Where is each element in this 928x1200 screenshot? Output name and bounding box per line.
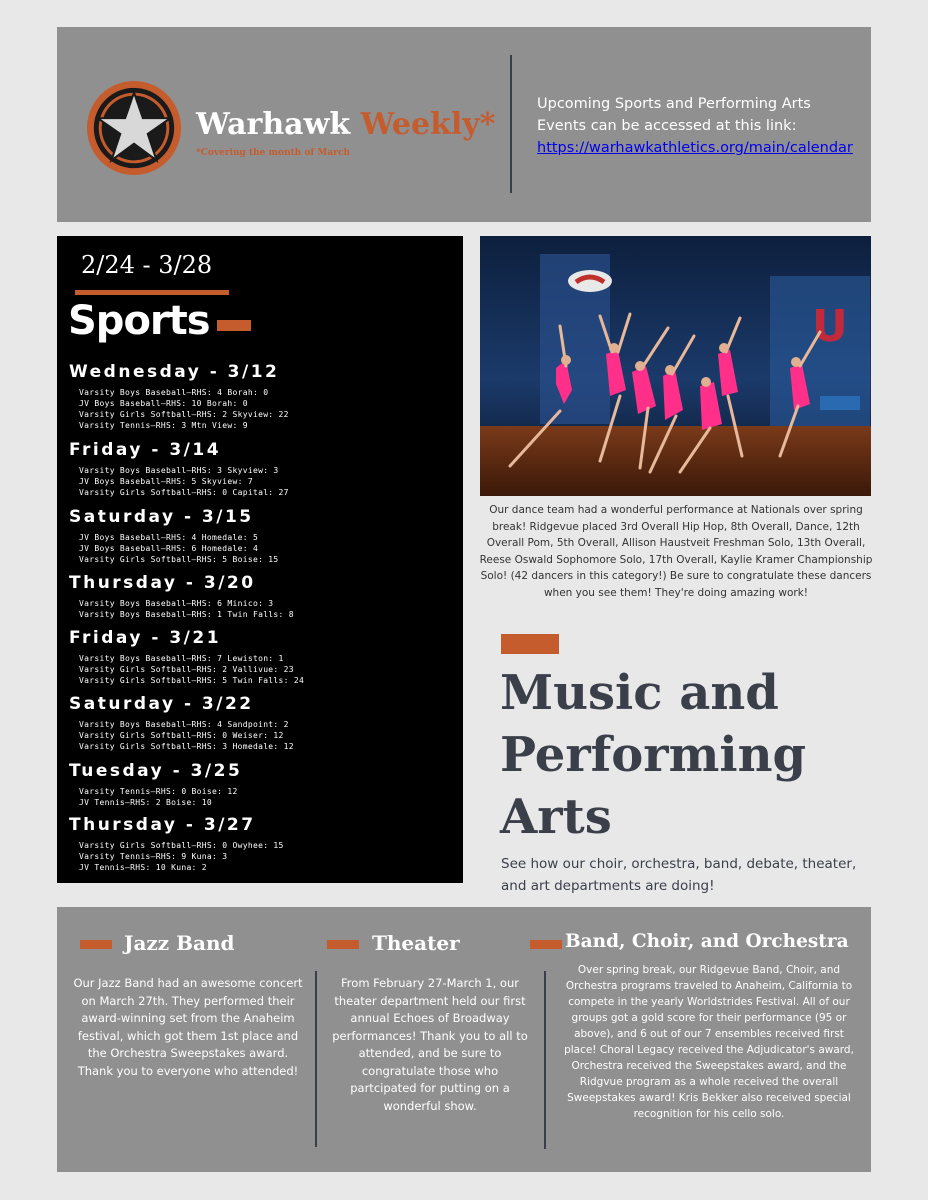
dance-scene-image [480,236,871,496]
game-result: Varsity Boys Baseball—RHS: 4 Sandpoint: 2 [79,720,289,729]
game-result: Varsity Girls Softball—RHS: 0 Owyhee: 15 [79,841,284,850]
game-result: Varsity Tennis—RHS: 9 Kuna: 3 [79,852,228,861]
game-result: JV Boys Baseball—RHS: 10 Borah: 0 [79,399,248,408]
brand-subtitle: *Covering the month of March [196,148,350,158]
game-result: Varsity Boys Baseball—RHS: 1 Twin Falls: 8 [79,610,294,619]
bco-title-accent [530,940,562,949]
day-block [69,627,459,686]
dance-team-photo [480,236,871,496]
game-result: Varsity Boys Baseball—RHS: 4 Borah: 0 [79,388,269,397]
game-result: Varsity Girls Softball—RHS: 2 Skyview: 22 [79,410,289,419]
music-subtitle: See how our choir, orchestra, band, debate, theater, and art departments are doing! [501,856,857,894]
sports-title-accent [217,320,251,331]
music-title-line: Arts [500,789,612,845]
jazz-band-text: Our Jazz Band had an awesome concert on March 27th. They performed their award-winning set from the Anaheim festival, which got them 1st place and the Orchestra Sweepstakes award. Thank you to everyone who attended! [73,976,303,1078]
jazz-band-title: Jazz Band [124,931,235,955]
column-divider [315,971,317,1147]
game-result: Varsity Girls Softball—RHS: 5 Boise: 15 [79,555,279,564]
band-choir-orchestra-title: Band, Choir, and Orchestra [565,931,849,952]
music-title-line: Performing [500,727,807,783]
game-result: Varsity Tennis—RHS: 3 Mtn View: 9 [79,421,248,430]
game-result: Varsity Girls Softball—RHS: 2 Vallivue: 23 [79,665,294,674]
game-result: Varsity Girls Softball—RHS: 5 Twin Falls: 24 [79,676,305,685]
game-result: JV Tennis—RHS: 10 Kuna: 2 [79,863,207,872]
day-title: Saturday - 3/15 [69,507,254,527]
game-result: Varsity Boys Baseball—RHS: 6 Minico: 3 [79,599,274,608]
game-result: Varsity Girls Softball—RHS: 0 Weiser: 12 [79,731,284,740]
column-divider [544,971,546,1149]
game-result: JV Boys Baseball—RHS: 6 Homedale: 4 [79,544,259,553]
events-line-1: Upcoming Sports and Performing Arts [537,96,811,112]
dance-caption: Our dance team had a wonderful performance at Nationals over spring break! Ridgevue placed 3rd Overall Hip Hop, 8th Overall, Dance, 12th Overall Pom, 5th Overall, Allison Haustveit Freshman Solo, 13th Overall, Reese Oswald Sophomore Solo, 17th Overall, Kaylie Kramer Championship Solo! (42 dancers in this category!) Be sure to congratulate these dancers when you see them! They're doing amazing work! [479,504,873,599]
events-info [537,93,857,159]
music-title-line: Music and [500,665,779,721]
game-result: JV Tennis—RHS: 2 Boise: 10 [79,798,213,807]
day-block [69,361,459,431]
day-block [69,760,459,808]
day-block [69,814,459,873]
date-range: 2/24 - 3/28 [81,251,213,279]
sports-title: Sports [68,298,210,344]
band-choir-orchestra-text: Over spring break, our Ridgevue Band, Choir, and Orchestra programs traveled to Anaheim, California to compete in the yearly Worldstrides Festival. All of our groups got a gold score for their performance (95 or above), and 6 out of our 7 ensembles received first place! Choral Legacy received the Adjudicator's award, Orchestra received the Sweepstakes award, and the Ridgvue program as a whole received the overall Sweepstakes award! Kris Bekker also received special recognition for his cello solo. [564,964,854,1120]
day-title: Wednesday - 3/12 [69,362,280,382]
day-title: Friday - 3/14 [69,440,222,460]
newsletter-header [57,27,871,222]
game-result: Varsity Tennis—RHS: 0 Boise: 12 [79,787,238,796]
day-title: Tuesday - 3/25 [69,761,243,781]
header-divider [510,55,512,193]
day-title: Thursday - 3/20 [69,573,256,593]
theater-title: Theater [372,931,460,955]
day-block [69,439,459,498]
game-result: JV Boys Baseball—RHS: 4 Homedale: 5 [79,533,259,542]
brand-accent: Weekly* [360,107,496,142]
day-block [69,693,459,752]
game-result: Varsity Girls Softball—RHS: 0 Capital: 27 [79,488,289,497]
theater-text: From February 27-March 1, our theater department held our first annual Echoes of Broadway performances! Thank you to all to attended, and be sure to congratulate those who partcipated for putting on a wonderful show. [332,976,528,1113]
star-emblem-icon [85,79,183,177]
game-result: Varsity Boys Baseball—RHS: 3 Skyview: 3 [79,466,279,475]
events-line-2: Events can be accessed at this link: [537,118,797,134]
music-title-accent [501,634,559,654]
theater-title-accent [327,940,359,949]
date-underline [75,290,229,295]
game-result: Varsity Girls Softball—RHS: 3 Homedale: 12 [79,742,294,751]
game-result: Varsity Boys Baseball—RHS: 7 Lewiston: 1 [79,654,284,663]
day-block [69,506,459,565]
arts-columns-panel [57,907,871,1172]
game-result: JV Boys Baseball—RHS: 5 Skyview: 7 [79,477,253,486]
svg-text:U: U [812,301,848,352]
music-section-title [500,662,860,848]
day-title: Friday - 3/21 [69,628,222,648]
brand-name: Warhawk [196,107,351,142]
day-title: Thursday - 3/27 [69,815,256,835]
day-block [69,572,459,620]
calendar-link[interactable]: https://warhawkathletics.org/main/calendar [537,140,853,156]
newsletter-title [196,107,495,142]
sports-panel [57,236,463,883]
day-title: Saturday - 3/22 [69,694,254,714]
jazz-title-accent [80,940,112,949]
